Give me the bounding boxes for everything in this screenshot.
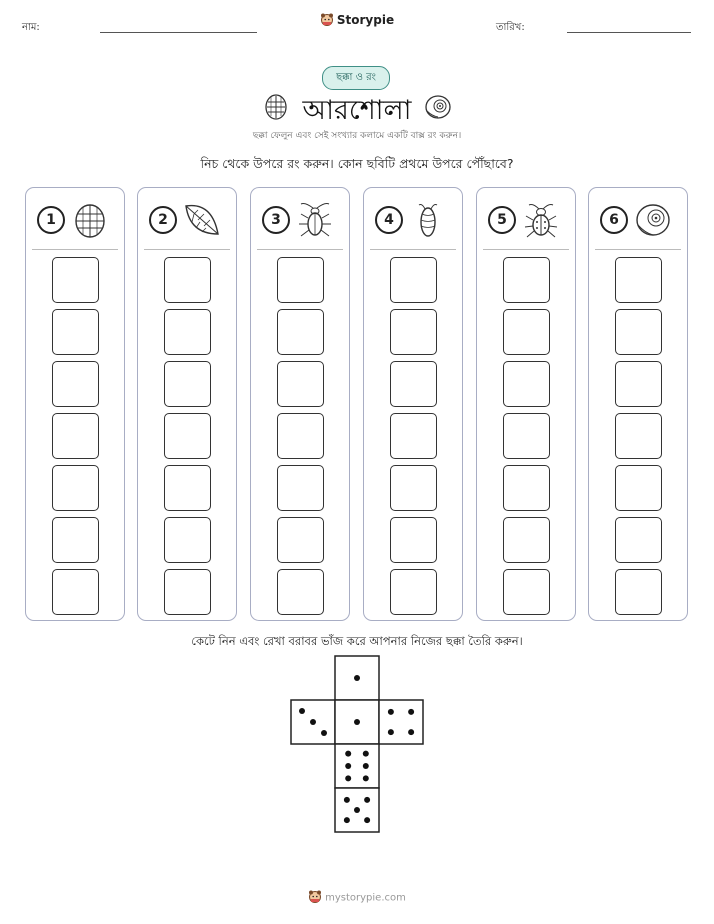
die-face-outline [335,744,379,788]
category-badge: ছক্কা ও রং [322,66,390,90]
die-face-1 [335,656,379,700]
die-pip [408,729,414,735]
die-pip [344,817,350,823]
column-number: 3 [262,206,290,234]
die-pip [321,730,327,736]
die-pip [299,708,305,714]
die-pip [408,709,414,715]
subtitle: ছক্কা ফেলুন এবং সেই সংখ্যার কলামে একটি বাক্স রং করুন। [252,131,462,141]
die-pip [363,763,369,769]
die-pip [345,751,351,757]
die-pip [363,775,369,781]
die-pip [354,719,360,725]
die-pip [363,751,369,757]
die-face-6 [335,744,379,788]
page-title: আরশোলা [302,95,412,126]
die-pip [364,797,370,803]
column-number: 5 [488,206,516,234]
die-pip [344,797,350,803]
column-number: 1 [37,206,65,234]
die-pip [354,675,360,681]
die-pip [345,775,351,781]
name-label: নাম: [22,22,40,33]
die-face-1 [335,700,379,744]
die-face-3 [291,700,335,744]
die-pip [388,709,394,715]
column-number: 6 [600,206,628,234]
die-pip [354,807,360,813]
column-number: 4 [375,206,403,234]
brand-name: Storypie [336,13,395,27]
die-pip [345,763,351,769]
column-number: 2 [149,206,177,234]
storypie-footer-logo-icon [308,889,322,906]
footer [0,889,714,906]
die-pip [364,817,370,823]
instruction: নিচ থেকে উপরে রং করুন। কোন ছবিটি প্রথমে উপরে পৌঁছাবে? [200,156,514,171]
die-pip [388,729,394,735]
die-face-5 [335,788,379,832]
date-label: তারিখ: [496,22,525,33]
footer-url[interactable]: mystorypie.com [325,892,406,904]
die-face-4 [379,700,423,744]
die-pip [310,719,316,725]
cutout-instruction: কেটে নিন এবং রেখা বরাবর ভাঁজ করে আপনার নিজের ছক্কা তৈরি করুন। [191,634,523,648]
die-face-outline [379,700,423,744]
